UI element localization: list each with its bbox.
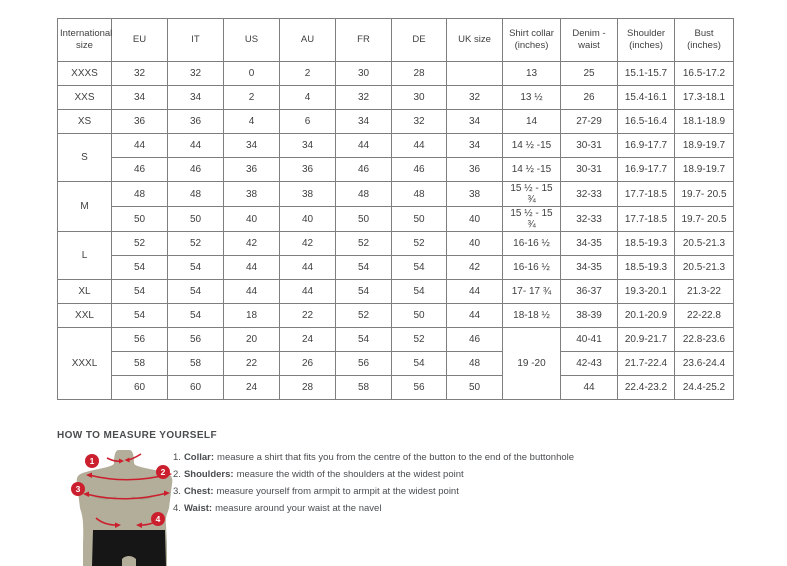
table-cell: 40 xyxy=(224,207,280,232)
table-cell: 54 xyxy=(392,256,447,280)
column-header: FR xyxy=(336,19,392,62)
figure-badge-2: 2 xyxy=(156,465,170,479)
table-cell: 36 xyxy=(280,158,336,182)
table-cell: 21.7-22.4 xyxy=(618,352,675,376)
measure-step-desc: measure yourself from armpit to armpit at the widest point xyxy=(216,486,459,497)
table-cell: 4 xyxy=(224,110,280,134)
mannequin-illustration xyxy=(60,448,190,566)
figure-badge-3: 3 xyxy=(71,482,85,496)
figure-badge-4: 4 xyxy=(151,512,165,526)
table-cell: 13 xyxy=(503,62,561,86)
table-cell: 48 xyxy=(112,182,168,207)
table-cell: 22 xyxy=(280,304,336,328)
table-cell: 46 xyxy=(447,328,503,352)
table-cell: 46 xyxy=(392,158,447,182)
table-cell: 34 xyxy=(336,110,392,134)
table-row xyxy=(58,256,734,280)
measure-step-number: 3. xyxy=(173,486,181,497)
table-cell: 36 xyxy=(112,110,168,134)
table-cell: 50 xyxy=(447,376,503,400)
table-cell: 15.1-15.7 xyxy=(618,62,675,86)
table-cell: 34 xyxy=(280,134,336,158)
table-cell: 48 xyxy=(392,182,447,207)
table-cell: 18.5-19.3 xyxy=(618,232,675,256)
table-cell: 4 xyxy=(280,86,336,110)
table-cell: 38 xyxy=(447,182,503,207)
table-cell: 30-31 xyxy=(561,158,618,182)
table-cell: 40-41 xyxy=(561,328,618,352)
column-header: Shirt collar (inches) xyxy=(503,19,561,62)
header-row xyxy=(58,19,734,62)
table-cell: 21.3-22 xyxy=(675,280,734,304)
table-cell: 58 xyxy=(168,352,224,376)
table-cell: 6 xyxy=(280,110,336,134)
measure-step-desc: measure a shirt that fits you from the centre of the button to the end of the buttonhole xyxy=(217,452,575,463)
table-cell: 0 xyxy=(224,62,280,86)
table-cell: 50 xyxy=(168,207,224,232)
measure-step-number: 1. xyxy=(173,452,181,463)
table-cell: 48 xyxy=(447,352,503,376)
table-cell: 15 ½ - 15 ¾ xyxy=(503,182,561,207)
table-cell: 24.4-25.2 xyxy=(675,376,734,400)
measure-step-chest xyxy=(173,483,748,500)
table-cell: 14 xyxy=(503,110,561,134)
table-cell: 32 xyxy=(112,62,168,86)
table-row xyxy=(58,232,734,256)
size-label-cell: L xyxy=(58,232,112,280)
table-cell: 20.5-21.3 xyxy=(675,256,734,280)
table-cell: 40 xyxy=(447,232,503,256)
table-cell: 56 xyxy=(168,328,224,352)
table-cell: 18.9-19.7 xyxy=(675,134,734,158)
table-cell: 52 xyxy=(168,232,224,256)
column-header: AU xyxy=(280,19,336,62)
table-cell: 44 xyxy=(168,134,224,158)
table-cell: 13 ½ xyxy=(503,86,561,110)
table-cell: 22.8-23.6 xyxy=(675,328,734,352)
table-cell: 17.7-18.5 xyxy=(618,207,675,232)
table-cell: 34 xyxy=(447,134,503,158)
table-cell: 32 xyxy=(392,110,447,134)
table-row xyxy=(58,304,734,328)
table-cell: 22 xyxy=(224,352,280,376)
column-header: UK size xyxy=(447,19,503,62)
table-row xyxy=(58,134,734,158)
measure-step-number: 4. xyxy=(173,503,181,514)
table-cell: 34 xyxy=(112,86,168,110)
table-cell: 38-39 xyxy=(561,304,618,328)
table-cell: 54 xyxy=(168,280,224,304)
size-label-cell: XS xyxy=(58,110,112,134)
table-cell: 17.3-18.1 xyxy=(675,86,734,110)
table-cell: 54 xyxy=(392,352,447,376)
table-cell: 46 xyxy=(112,158,168,182)
measure-step-shoulders xyxy=(173,466,748,483)
table-cell: 2 xyxy=(224,86,280,110)
table-cell: 40 xyxy=(447,207,503,232)
table-cell: 32 xyxy=(168,62,224,86)
column-header: Bust (inches) xyxy=(675,19,734,62)
table-cell: 36 xyxy=(168,110,224,134)
table-cell: 34 xyxy=(168,86,224,110)
column-header: IT xyxy=(168,19,224,62)
table-cell: 54 xyxy=(168,304,224,328)
size-label-cell: XXS xyxy=(58,86,112,110)
table-row xyxy=(58,110,734,134)
column-header: EU xyxy=(112,19,168,62)
measure-step-desc: measure the width of the shoulders at the widest point xyxy=(236,469,464,480)
column-header: US xyxy=(224,19,280,62)
table-cell: 56 xyxy=(336,352,392,376)
table-cell: 19.7- 20.5 xyxy=(675,207,734,232)
table-cell: 54 xyxy=(112,280,168,304)
table-cell: 18.1-18.9 xyxy=(675,110,734,134)
table-cell: 52 xyxy=(336,304,392,328)
table-cell: 20.9-21.7 xyxy=(618,328,675,352)
table-cell: 54 xyxy=(336,256,392,280)
table-row xyxy=(58,352,734,376)
table-cell: 40 xyxy=(280,207,336,232)
table-row xyxy=(58,376,734,400)
table-cell: 34-35 xyxy=(561,232,618,256)
table-cell: 26 xyxy=(561,86,618,110)
table-cell: 26 xyxy=(280,352,336,376)
measurement-figure xyxy=(60,448,190,566)
size-chart-table xyxy=(57,18,734,400)
measure-step-number: 2. xyxy=(173,469,181,480)
table-cell: 20 xyxy=(224,328,280,352)
table-cell: 24 xyxy=(224,376,280,400)
table-cell: 50 xyxy=(336,207,392,232)
table-cell: 32 xyxy=(447,86,503,110)
table-cell: 44 xyxy=(224,280,280,304)
table-row xyxy=(58,328,734,352)
table-cell: 19.3-20.1 xyxy=(618,280,675,304)
measure-steps-list xyxy=(173,449,748,517)
table-cell: 22.4-23.2 xyxy=(618,376,675,400)
table-cell: 18 xyxy=(224,304,280,328)
table-cell: 46 xyxy=(336,158,392,182)
table-cell: 32-33 xyxy=(561,182,618,207)
table-cell: 28 xyxy=(280,376,336,400)
size-label-cell: XXXS xyxy=(58,62,112,86)
table-row xyxy=(58,182,734,207)
table-cell: 58 xyxy=(112,352,168,376)
measure-step-label: Chest: xyxy=(183,486,214,497)
table-cell: 32 xyxy=(336,86,392,110)
table-cell: 44 xyxy=(280,280,336,304)
table-cell: 30 xyxy=(336,62,392,86)
table-cell: 46 xyxy=(168,158,224,182)
how-to-measure-title: HOW TO MEASURE YOURSELF xyxy=(57,430,217,441)
table-cell: 54 xyxy=(336,328,392,352)
table-cell: 44 xyxy=(224,256,280,280)
table-cell: 54 xyxy=(392,280,447,304)
table-row xyxy=(58,158,734,182)
table-cell: 44 xyxy=(336,134,392,158)
table-cell: 44 xyxy=(561,376,618,400)
measure-step-label: Collar: xyxy=(183,452,215,463)
table-cell: 16.9-17.7 xyxy=(618,134,675,158)
table-cell: 30-31 xyxy=(561,134,618,158)
table-cell: 42 xyxy=(447,256,503,280)
table-cell: 14 ½ -15 xyxy=(503,134,561,158)
table-cell: 24 xyxy=(280,328,336,352)
table-cell: 44 xyxy=(392,134,447,158)
table-cell: 16-16 ½ xyxy=(503,256,561,280)
table-cell: 42-43 xyxy=(561,352,618,376)
measure-step-desc: measure around your waist at the navel xyxy=(215,503,382,514)
table-cell: 27-29 xyxy=(561,110,618,134)
table-cell: 50 xyxy=(112,207,168,232)
table-cell: 16.5-17.2 xyxy=(675,62,734,86)
table-cell: 20.5-21.3 xyxy=(675,232,734,256)
table-cell: 20.1-20.9 xyxy=(618,304,675,328)
table-cell: 16-16 ½ xyxy=(503,232,561,256)
table-cell: 48 xyxy=(168,182,224,207)
table-cell: 42 xyxy=(280,232,336,256)
table-cell: 17- 17 ¾ xyxy=(503,280,561,304)
table-row xyxy=(58,207,734,232)
table-cell: 16.9-17.7 xyxy=(618,158,675,182)
table-cell: 44 xyxy=(447,304,503,328)
table-row xyxy=(58,62,734,86)
table-cell: 44 xyxy=(280,256,336,280)
table-cell: 2 xyxy=(280,62,336,86)
table-cell: 22-22.8 xyxy=(675,304,734,328)
table-cell: 14 ½ -15 xyxy=(503,158,561,182)
column-header: Shoulder (inches) xyxy=(618,19,675,62)
size-label-cell: M xyxy=(58,182,112,232)
table-cell: 19 -20 xyxy=(503,328,561,400)
table-cell: 56 xyxy=(112,328,168,352)
table-cell: 42 xyxy=(224,232,280,256)
table-cell: 19.7- 20.5 xyxy=(675,182,734,207)
table-cell: 60 xyxy=(112,376,168,400)
table-cell: 44 xyxy=(447,280,503,304)
table-cell: 50 xyxy=(392,207,447,232)
size-label-cell: XXL xyxy=(58,304,112,328)
column-header: Denim - waist xyxy=(561,19,618,62)
table-cell: 25 xyxy=(561,62,618,86)
table-row xyxy=(58,86,734,110)
table-cell: 32-33 xyxy=(561,207,618,232)
column-header: International size xyxy=(58,19,112,62)
table-row xyxy=(58,280,734,304)
table-cell: 23.6-24.4 xyxy=(675,352,734,376)
table-cell: 54 xyxy=(168,256,224,280)
table-cell: 54 xyxy=(112,304,168,328)
measure-step-collar xyxy=(173,449,748,466)
table-cell xyxy=(447,62,503,86)
table-cell: 54 xyxy=(112,256,168,280)
table-cell: 16.5-16.4 xyxy=(618,110,675,134)
size-label-cell: XL xyxy=(58,280,112,304)
table-cell: 15 ½ - 15 ¾ xyxy=(503,207,561,232)
table-cell: 38 xyxy=(224,182,280,207)
table-cell: 34 xyxy=(447,110,503,134)
measure-step-label: Waist: xyxy=(183,503,213,514)
table-cell: 18.9-19.7 xyxy=(675,158,734,182)
table-cell: 28 xyxy=(392,62,447,86)
table-cell: 58 xyxy=(336,376,392,400)
table-cell: 54 xyxy=(336,280,392,304)
table-cell: 36 xyxy=(224,158,280,182)
table-cell: 18.5-19.3 xyxy=(618,256,675,280)
table-cell: 56 xyxy=(392,376,447,400)
table-cell: 52 xyxy=(112,232,168,256)
table-cell: 52 xyxy=(336,232,392,256)
table-cell: 60 xyxy=(168,376,224,400)
table-cell: 52 xyxy=(392,328,447,352)
table-cell: 44 xyxy=(112,134,168,158)
table-cell: 15.4-16.1 xyxy=(618,86,675,110)
table-cell: 38 xyxy=(280,182,336,207)
size-label-cell: XXXL xyxy=(58,328,112,400)
table-cell: 34 xyxy=(224,134,280,158)
table-cell: 30 xyxy=(392,86,447,110)
table-cell: 36 xyxy=(447,158,503,182)
measure-step-waist xyxy=(173,500,748,517)
table-body xyxy=(58,62,734,400)
table-cell: 52 xyxy=(392,232,447,256)
size-label-cell: S xyxy=(58,134,112,182)
table-cell: 50 xyxy=(392,304,447,328)
table-cell: 36-37 xyxy=(561,280,618,304)
table-cell: 48 xyxy=(336,182,392,207)
table-cell: 17.7-18.5 xyxy=(618,182,675,207)
column-header: DE xyxy=(392,19,447,62)
table-cell: 34-35 xyxy=(561,256,618,280)
measure-step-label: Shoulders: xyxy=(183,469,234,480)
figure-badge-1: 1 xyxy=(85,454,99,468)
table-cell: 18-18 ½ xyxy=(503,304,561,328)
